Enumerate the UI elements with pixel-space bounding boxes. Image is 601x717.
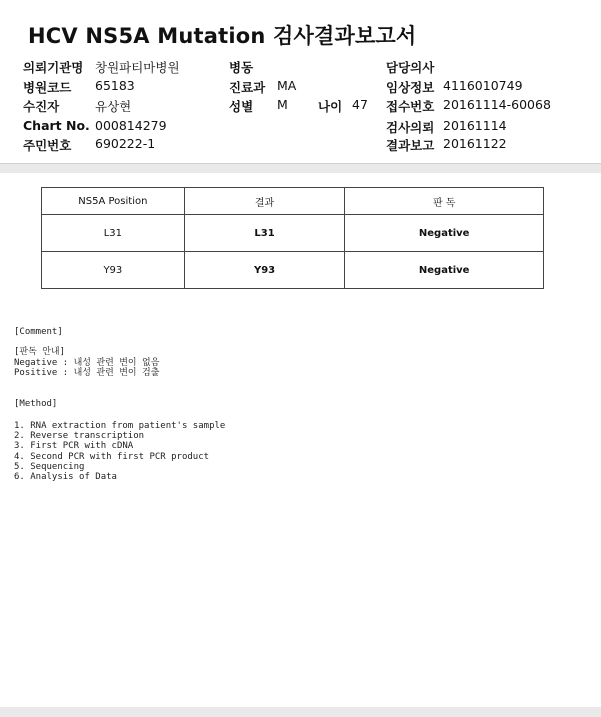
doctor-label: 담당의사 (386, 60, 435, 75)
method-step: 3. First PCR with cDNA (14, 441, 134, 451)
column-header-position: NS5A Position (42, 188, 185, 215)
institution-label: 의뢰기관명 (23, 60, 84, 75)
position-cell: L31 (42, 215, 185, 252)
receipt-no-value: 20161114-60068 (443, 97, 551, 112)
position-cell: Y93 (42, 252, 185, 289)
comment-line: Negative : 내성 관련 변이 없음 (14, 358, 160, 368)
ward-label: 병동 (229, 60, 254, 75)
chart-no-value: 000814279 (95, 118, 167, 133)
method-step: 2. Reverse transcription (14, 431, 145, 441)
age-value: 47 (352, 97, 368, 112)
report-header (0, 0, 601, 164)
comment-line: Positive : 내성 관련 변이 검출 (14, 368, 160, 378)
age-label: 나이 (318, 99, 343, 114)
hospital-code-label: 병원코드 (23, 80, 72, 95)
table-row (42, 252, 544, 289)
hospital-code-value: 65183 (95, 78, 135, 93)
resident-no-value: 690222-1 (95, 136, 156, 151)
column-header-interpretation: 판 독 (345, 188, 544, 215)
interpretation-cell: Negative (345, 215, 544, 252)
patient-label: 수진자 (23, 99, 60, 114)
comment-heading: [Comment] (14, 327, 63, 337)
method-step: 6. Analysis of Data (14, 472, 117, 482)
method-step: 1. RNA extraction from patient's sample (14, 421, 226, 431)
comment-subheading: [판독 안내] (14, 347, 66, 357)
result-cell: L31 (184, 215, 345, 252)
method-step: 4. Second PCR with first PCR product (14, 452, 210, 462)
table-header-row (42, 188, 544, 215)
table-row (42, 215, 544, 252)
method-step: 5. Sequencing (14, 462, 85, 472)
report-date-value: 20161122 (443, 136, 507, 151)
result-cell: Y93 (184, 252, 345, 289)
department-value: MA (277, 78, 297, 93)
chart-no-label: Chart No. (23, 118, 90, 133)
method-heading: [Method] (14, 399, 58, 409)
sex-value: M (277, 97, 288, 112)
column-header-result: 결과 (184, 188, 345, 215)
clinical-info-value: 4116010749 (443, 78, 523, 93)
interpretation-cell: Negative (345, 252, 544, 289)
patient-value: 유상현 (95, 99, 132, 114)
sex-label: 성별 (229, 99, 254, 114)
report-title: HCV NS5A Mutation 검사결과보고서 (28, 24, 417, 48)
clinical-info-label: 임상정보 (386, 80, 435, 95)
resident-no-label: 주민번호 (23, 138, 72, 153)
department-label: 진료과 (229, 80, 266, 95)
institution-value: 창원파티마병원 (95, 60, 180, 75)
report-date-label: 결과보고 (386, 138, 435, 153)
receipt-no-label: 접수번호 (386, 99, 435, 114)
request-date-value: 20161114 (443, 118, 507, 133)
results-table (41, 187, 544, 289)
report-body (0, 173, 601, 707)
request-date-label: 검사의뢰 (386, 120, 435, 135)
